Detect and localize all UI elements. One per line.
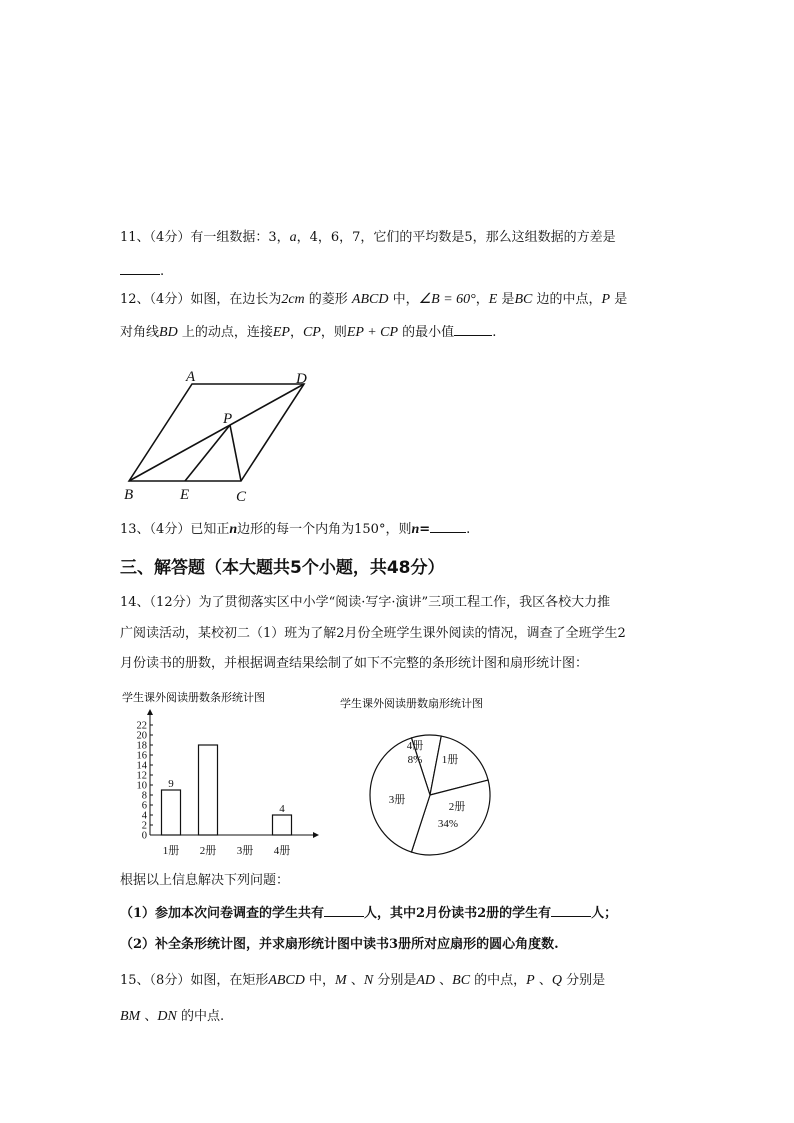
q12-point-e: E: [488, 292, 498, 307]
label-p: P: [223, 411, 233, 427]
label-a: A: [186, 369, 196, 385]
pie-slice-label: 1册: [441, 754, 459, 766]
q12-seg-cp: CP: [302, 325, 321, 340]
pie-chart-title: 学生课外阅读册数扇形统计图: [340, 697, 483, 710]
q11-text-suffix: ，4，6，7，它们的平均数是5，那么这组数据的方差是: [296, 230, 616, 245]
q12-t2i: 的最小值: [398, 325, 455, 340]
q14-after-charts: 根据以上信息解决下列问题：: [120, 873, 290, 888]
label-b: B: [124, 487, 134, 503]
bar-2: [199, 745, 218, 835]
q15-point-n: N: [363, 973, 374, 988]
q13-prefix: 13、（4分）已知正: [120, 522, 230, 537]
x-category-label: 3册: [236, 845, 254, 857]
segment-cp: [230, 425, 241, 481]
q13-var-n: n: [229, 522, 238, 537]
q15-side-ad: AD: [416, 973, 435, 988]
q13-end: .: [466, 522, 471, 537]
q12-point-p: P: [601, 292, 611, 307]
q12-t1i: 是: [497, 292, 515, 307]
q12-t1e: 中，: [388, 292, 419, 307]
q12-end: .: [492, 325, 497, 340]
q15-t1g: 分别是: [373, 973, 417, 988]
y-tick-label: 0: [141, 830, 147, 842]
q15-rect-name: ABCD: [268, 973, 305, 988]
q12-t1k: 边的中点，: [532, 292, 602, 307]
q11-var-a: a: [289, 230, 297, 245]
q15-t2b: 、: [140, 1009, 158, 1024]
q15-point-q: Q: [551, 973, 562, 988]
q15-t1e: 、: [346, 973, 364, 988]
q14-sub1-c: 人；: [591, 906, 618, 921]
q11-text-prefix: 11、（4分）有一组数据：3，: [120, 230, 290, 245]
q11-end: .: [160, 264, 165, 279]
q12-t1c: 的菱形: [304, 292, 352, 307]
bar-data-label: 4: [279, 803, 285, 815]
q12-side-bc: BC: [514, 292, 533, 307]
y-axis-arrow: [147, 709, 153, 715]
q11-line2: [120, 262, 164, 281]
q11-answer-blank[interactable]: [120, 262, 160, 275]
q12-line2: [120, 323, 496, 342]
y-tick-label: 20: [136, 730, 147, 742]
y-tick-label: 12: [136, 770, 147, 782]
pie-percent-label: 34%: [437, 818, 459, 830]
pie-slice-label: 4册: [406, 740, 424, 752]
q14-sub2: （2）补全条形统计图，并求扇形统计图中读书3册所对应扇形的圆心角度数.: [120, 937, 559, 952]
q13-middle: 边形的每一个内角为150°，则: [237, 522, 412, 537]
label-e: E: [180, 487, 190, 503]
bar-chart-title: 学生课外阅读册数条形统计图: [122, 691, 265, 704]
q13-line: [120, 520, 470, 539]
q14-total-blank[interactable]: [324, 904, 364, 917]
x-axis-arrow: [313, 832, 319, 838]
q15-side-bc: BC: [452, 973, 471, 988]
q15-line1: [120, 972, 605, 990]
q13-answer-blank[interactable]: [430, 520, 466, 533]
q12-t2g: ，则: [320, 325, 347, 340]
q12-t1m: 是: [610, 292, 628, 307]
pie-percent-label: 8%: [407, 754, 423, 766]
q12-rhombus-name: ABCD: [351, 292, 389, 307]
bar-4: [273, 815, 292, 835]
q15-point-m: M: [335, 973, 347, 988]
y-tick-label: 14: [136, 760, 147, 772]
q12-seg-ep: EP: [272, 325, 290, 340]
y-tick-label: 6: [141, 800, 147, 812]
q12-t1g: ，: [475, 292, 489, 307]
y-tick-label: 10: [136, 780, 147, 792]
q15-t2d: 的中点.: [176, 1009, 225, 1024]
q14-two-books-blank[interactable]: [551, 904, 591, 917]
q12-line1: [120, 291, 627, 309]
label-d: D: [296, 371, 307, 387]
segment-ep: [185, 425, 230, 481]
diagonal-bd: [129, 384, 304, 481]
q12-t1a: 12、（4分）如图，在边长为: [120, 292, 282, 307]
q12-side-length: 2cm: [281, 292, 305, 307]
y-tick-label: 16: [136, 750, 147, 762]
y-tick-label: 22: [136, 720, 147, 732]
q12-angle-b: ∠B = 60°: [418, 292, 476, 307]
q11-line1: [120, 229, 616, 247]
q15-t1a: 15、（8分）如图，在矩形: [120, 973, 269, 988]
rhombus-figure: [118, 362, 318, 507]
q15-t1c: 中，: [304, 973, 336, 988]
q12-t2c: 上的动点，连接: [177, 325, 273, 340]
bar-1: [162, 790, 181, 835]
q12-answer-blank[interactable]: [454, 323, 492, 336]
x-category-label: 1册: [162, 845, 180, 857]
pie-slice-label: 2册: [448, 801, 466, 813]
q15-point-p: P: [526, 973, 535, 988]
q15-seg-bm: BM: [120, 1009, 141, 1024]
q13-var-n2: n: [411, 522, 420, 537]
q15-t1o: 分别是: [562, 973, 606, 988]
q13-eq: =: [419, 522, 431, 537]
q15-t1k: 的中点，: [470, 973, 527, 988]
section-3-heading: 三、解答题（本大题共5个小题，共48分）: [120, 558, 445, 578]
q14-sub1-b: 人，其中2月份读书2册的学生有: [364, 906, 552, 921]
q15-t1m: 、: [534, 973, 552, 988]
q12-t2a: 对角线: [120, 325, 160, 340]
q12-diagonal-bd: BD: [159, 325, 178, 340]
q14-line3: 月份读书的册数，并根据调查结果绘制了如下不完整的条形统计图和扇形统计图：: [120, 656, 589, 671]
pie-slice-label: 3册: [388, 794, 406, 806]
q15-line2: [120, 1008, 224, 1026]
y-tick-label: 2: [141, 820, 147, 832]
q14-sub1: [120, 904, 617, 923]
y-tick-label: 18: [136, 740, 147, 752]
q14-line2: 广阅读活动，某校初二（1）班为了解2月份全班学生课外阅读的情况，调查了全班学生2: [120, 626, 626, 641]
q12-t2e: ，: [289, 325, 303, 340]
y-tick-label: 4: [141, 810, 147, 822]
y-tick-label: 8: [141, 790, 147, 802]
x-category-label: 4册: [273, 845, 291, 857]
bar-chart: [118, 685, 328, 860]
q15-seg-dn: DN: [157, 1009, 177, 1024]
label-c: C: [236, 489, 247, 505]
bar-data-label: 9: [168, 778, 174, 790]
q12-expression: EP + CP: [346, 325, 399, 340]
x-category-label: 2册: [199, 845, 217, 857]
q14-sub1-a: （1）参加本次问卷调查的学生共有: [120, 906, 325, 921]
q15-t1i: 、: [435, 973, 453, 988]
pie-chart: [335, 690, 525, 860]
q14-line1: 14、（12分）为了贯彻落实区中小学“阅读·写字·演讲”三项工程工作，我区各校大力推: [120, 595, 611, 610]
